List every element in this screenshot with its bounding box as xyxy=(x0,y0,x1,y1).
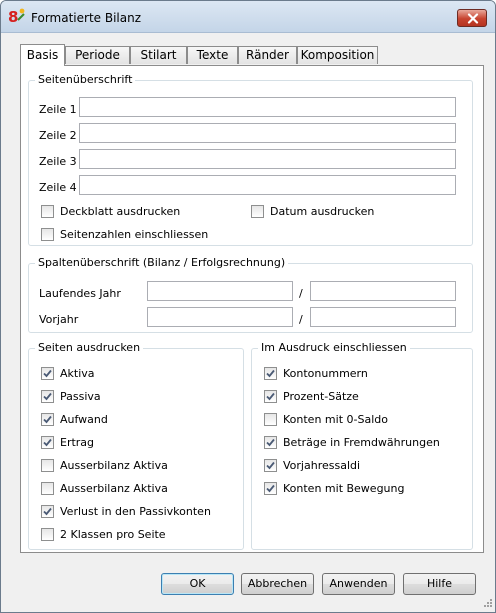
print-pages-item[interactable] xyxy=(41,528,241,542)
label-laufendes-jahr: Laufendes Jahr xyxy=(39,287,121,300)
checkbox-datum[interactable] xyxy=(251,205,451,219)
label-zeile-3: Zeile 3 xyxy=(39,155,77,168)
checkbox-box[interactable] xyxy=(251,205,264,218)
print-pages-item[interactable] xyxy=(41,413,241,427)
title-bar[interactable] xyxy=(1,1,495,33)
checkbox-box[interactable] xyxy=(264,436,277,449)
checkbox-seitenzahlen[interactable] xyxy=(41,228,241,242)
include-item[interactable] xyxy=(264,367,464,381)
checkbox-box[interactable] xyxy=(264,413,277,426)
checkmark-icon xyxy=(266,392,275,401)
group-page-header xyxy=(28,73,473,246)
include-item[interactable] xyxy=(264,436,464,450)
checkbox-box[interactable] xyxy=(41,205,54,218)
tab-basis[interactable]: Basis xyxy=(20,44,65,66)
laufendes-jahr-input-1[interactable] xyxy=(147,281,293,301)
include-item[interactable] xyxy=(264,390,464,404)
checkbox-label: Passiva xyxy=(60,390,101,403)
checkbox-deckblatt[interactable] xyxy=(41,205,241,219)
label-zeile-4: Zeile 4 xyxy=(39,181,77,194)
close-button[interactable] xyxy=(457,9,487,27)
checkbox-box[interactable] xyxy=(264,482,277,495)
separator-slash: / xyxy=(299,287,303,300)
tab-texte[interactable]: Texte xyxy=(187,46,238,64)
group-include-legend: Im Ausdruck einschliessen xyxy=(258,341,410,354)
vorjahr-input-1[interactable] xyxy=(147,307,293,327)
include-item[interactable] xyxy=(264,459,464,473)
tab-komposition[interactable]: Komposition xyxy=(297,46,378,64)
group-page-header-legend: Seitenüberschrift xyxy=(35,73,135,86)
label-vorjahr: Vorjahr xyxy=(39,313,79,326)
zeile-3-input[interactable] xyxy=(79,149,456,169)
help-button[interactable]: Hilfe xyxy=(403,573,476,595)
checkbox-box[interactable] xyxy=(41,390,54,403)
window-title: Formatierte Bilanz xyxy=(31,11,141,25)
checkbox-box[interactable] xyxy=(264,459,277,472)
checkbox-label: Kontonummern xyxy=(283,367,368,380)
apply-button[interactable]: Anwenden xyxy=(322,573,395,595)
close-icon xyxy=(467,13,479,24)
checkmark-icon xyxy=(266,438,275,447)
vorjahr-input-2[interactable] xyxy=(310,307,456,327)
checkbox-label: Ausserbilanz Aktiva xyxy=(60,459,168,472)
checkbox-label: Ausserbilanz Aktiva xyxy=(60,482,168,495)
checkmark-icon xyxy=(266,369,275,378)
checkbox-box[interactable] xyxy=(41,367,54,380)
checkbox-box[interactable] xyxy=(41,459,54,472)
group-column-header-legend: Spaltenüberschrift (Bilanz / Erfolgsrechnung) xyxy=(35,256,288,269)
print-pages-item[interactable] xyxy=(41,390,241,404)
checkbox-label: Beträge in Fremdwährungen xyxy=(283,436,440,449)
checkbox-label: Verlust in den Passivkonten xyxy=(60,505,211,518)
zeile-4-input[interactable] xyxy=(79,175,456,195)
print-pages-item[interactable] xyxy=(41,482,241,496)
label-zeile-1: Zeile 1 xyxy=(39,103,77,116)
include-item[interactable] xyxy=(264,482,464,496)
label-zeile-2: Zeile 2 xyxy=(39,129,77,142)
group-print-pages xyxy=(28,341,244,550)
checkbox-box[interactable] xyxy=(41,228,54,241)
checkbox-box[interactable] xyxy=(41,436,54,449)
checkmark-icon xyxy=(266,484,275,493)
checkbox-label: Ertrag xyxy=(60,436,95,449)
tab-panel-basis xyxy=(20,65,484,553)
group-column-header xyxy=(28,256,473,333)
checkbox-label: Aufwand xyxy=(60,413,108,426)
checkbox-label: Konten mit Bewegung xyxy=(283,482,405,495)
group-print-pages-legend: Seiten ausdrucken xyxy=(35,341,143,354)
checkmark-icon xyxy=(43,507,52,516)
checkbox-label: Prozent-Sätze xyxy=(283,390,359,403)
resize-grip-icon[interactable] xyxy=(481,598,493,610)
print-pages-item[interactable] xyxy=(41,459,241,473)
dialog-client-area xyxy=(8,34,488,606)
zeile-1-input[interactable] xyxy=(79,97,456,117)
print-pages-item[interactable] xyxy=(41,505,241,519)
checkbox-box[interactable] xyxy=(264,390,277,403)
checkmark-icon xyxy=(43,438,52,447)
print-pages-item[interactable] xyxy=(41,367,241,381)
checkbox-box[interactable] xyxy=(41,505,54,518)
tab-stilart[interactable]: Stilart xyxy=(130,46,187,64)
checkmark-icon xyxy=(266,461,275,470)
checkmark-icon xyxy=(43,392,52,401)
ok-button[interactable]: OK xyxy=(161,573,234,595)
checkbox-label: Aktiva xyxy=(60,367,95,380)
tab-periode[interactable]: Periode xyxy=(65,46,130,64)
checkbox-label: Vorjahressaldi xyxy=(283,459,361,472)
cancel-button[interactable]: Abbrechen xyxy=(241,573,314,595)
zeile-2-input[interactable] xyxy=(79,123,456,143)
checkbox-box[interactable] xyxy=(41,528,54,541)
separator-slash: / xyxy=(299,313,303,326)
laufendes-jahr-input-2[interactable] xyxy=(310,281,456,301)
checkbox-label: Konten mit 0-Saldo xyxy=(283,413,388,426)
svg-text:8: 8 xyxy=(8,8,19,26)
checkmark-icon xyxy=(43,369,52,378)
tab-raender[interactable]: Ränder xyxy=(238,46,297,64)
print-pages-item[interactable] xyxy=(41,436,241,450)
checkbox-label: Seitenzahlen einschliessen xyxy=(60,228,209,241)
checkmark-icon xyxy=(43,415,52,424)
checkbox-box[interactable] xyxy=(41,413,54,426)
app-logo-icon xyxy=(7,6,27,26)
checkbox-label: Datum ausdrucken xyxy=(270,205,375,218)
checkbox-label: 2 Klassen pro Seite xyxy=(60,528,166,541)
group-include xyxy=(251,341,473,550)
include-item[interactable] xyxy=(264,413,464,427)
checkbox-label: Deckblatt ausdrucken xyxy=(60,205,181,218)
checkbox-box[interactable] xyxy=(264,367,277,380)
checkbox-box[interactable] xyxy=(41,482,54,495)
